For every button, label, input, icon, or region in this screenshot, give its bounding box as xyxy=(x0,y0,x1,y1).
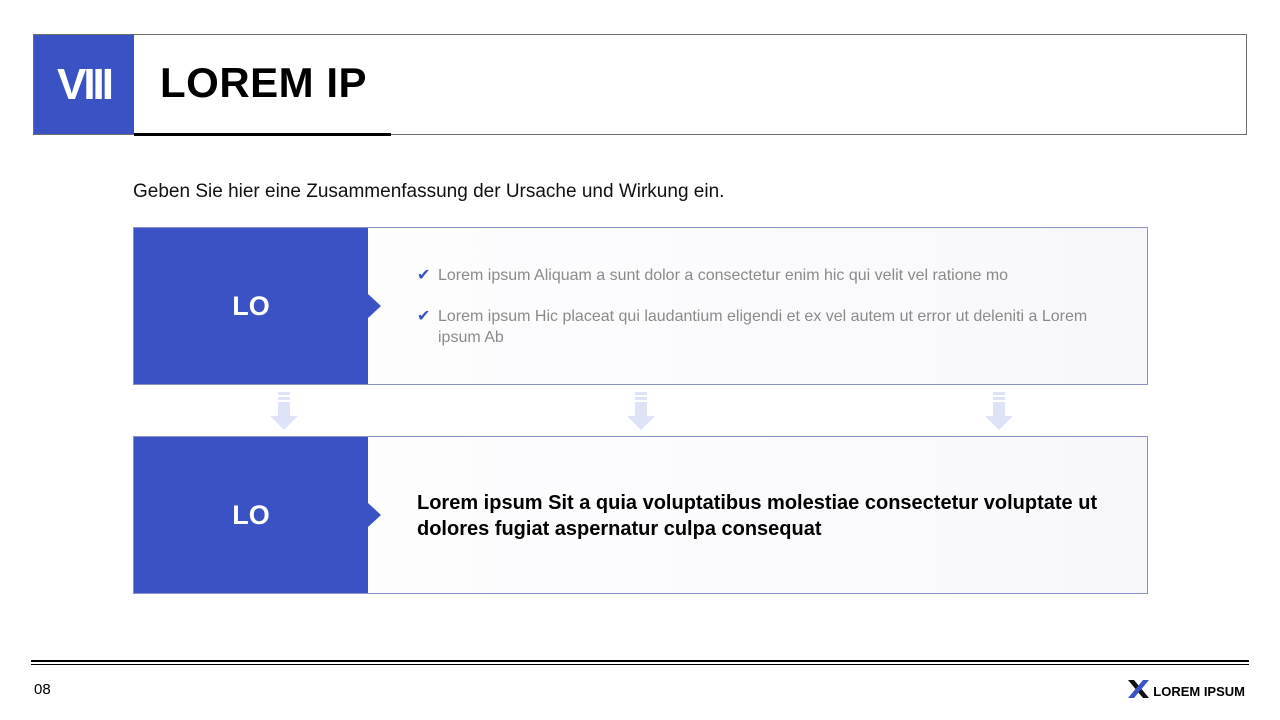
list-item xyxy=(417,265,1097,286)
down-arrow-icon xyxy=(627,392,655,430)
bullet-text: Lorem ipsum Aliquam a sunt dolor a consectetur enim hic qui velit vel ratione mo xyxy=(438,267,1009,284)
cause-bullet-list xyxy=(417,265,1097,368)
cause-box xyxy=(133,227,1148,385)
title-underline xyxy=(134,133,391,136)
effect-label: LO xyxy=(232,499,270,530)
footer-divider xyxy=(31,660,1249,662)
check-icon: ✔ xyxy=(417,267,431,284)
check-icon: ✔ xyxy=(417,308,431,325)
brand-logo xyxy=(1128,680,1245,703)
effect-label-panel xyxy=(134,437,368,593)
effect-box xyxy=(133,436,1148,594)
down-arrow-icon xyxy=(985,392,1013,430)
pointer-icon xyxy=(368,294,381,318)
slide-title: LOREM IP xyxy=(160,59,368,106)
cause-label: LO xyxy=(232,290,270,321)
list-item xyxy=(417,306,1097,348)
cause-label-panel xyxy=(134,228,368,384)
summary-text: Geben Sie hier eine Zusammenfassung der Ursache und Wirkung ein. xyxy=(133,181,725,202)
page-number: 08 xyxy=(34,681,51,698)
x-logo-icon xyxy=(1128,680,1149,703)
footer-divider xyxy=(31,664,1249,665)
down-arrow-icon xyxy=(270,392,298,430)
pointer-icon xyxy=(368,503,381,527)
effect-text: Lorem ipsum Sit a quia voluptatibus molestiae consectetur voluptate ut dolores fugiat aspernatur culpa consequat xyxy=(417,492,1098,540)
brand-name: LOREM IPSUM xyxy=(1153,684,1245,699)
slide-header xyxy=(33,34,1247,135)
bullet-text: Lorem ipsum Hic placeat qui laudantium eligendi et ex vel autem ut error ut deleniti a Lorem ipsum Ab xyxy=(438,308,1088,346)
section-number: VIII xyxy=(34,35,134,134)
